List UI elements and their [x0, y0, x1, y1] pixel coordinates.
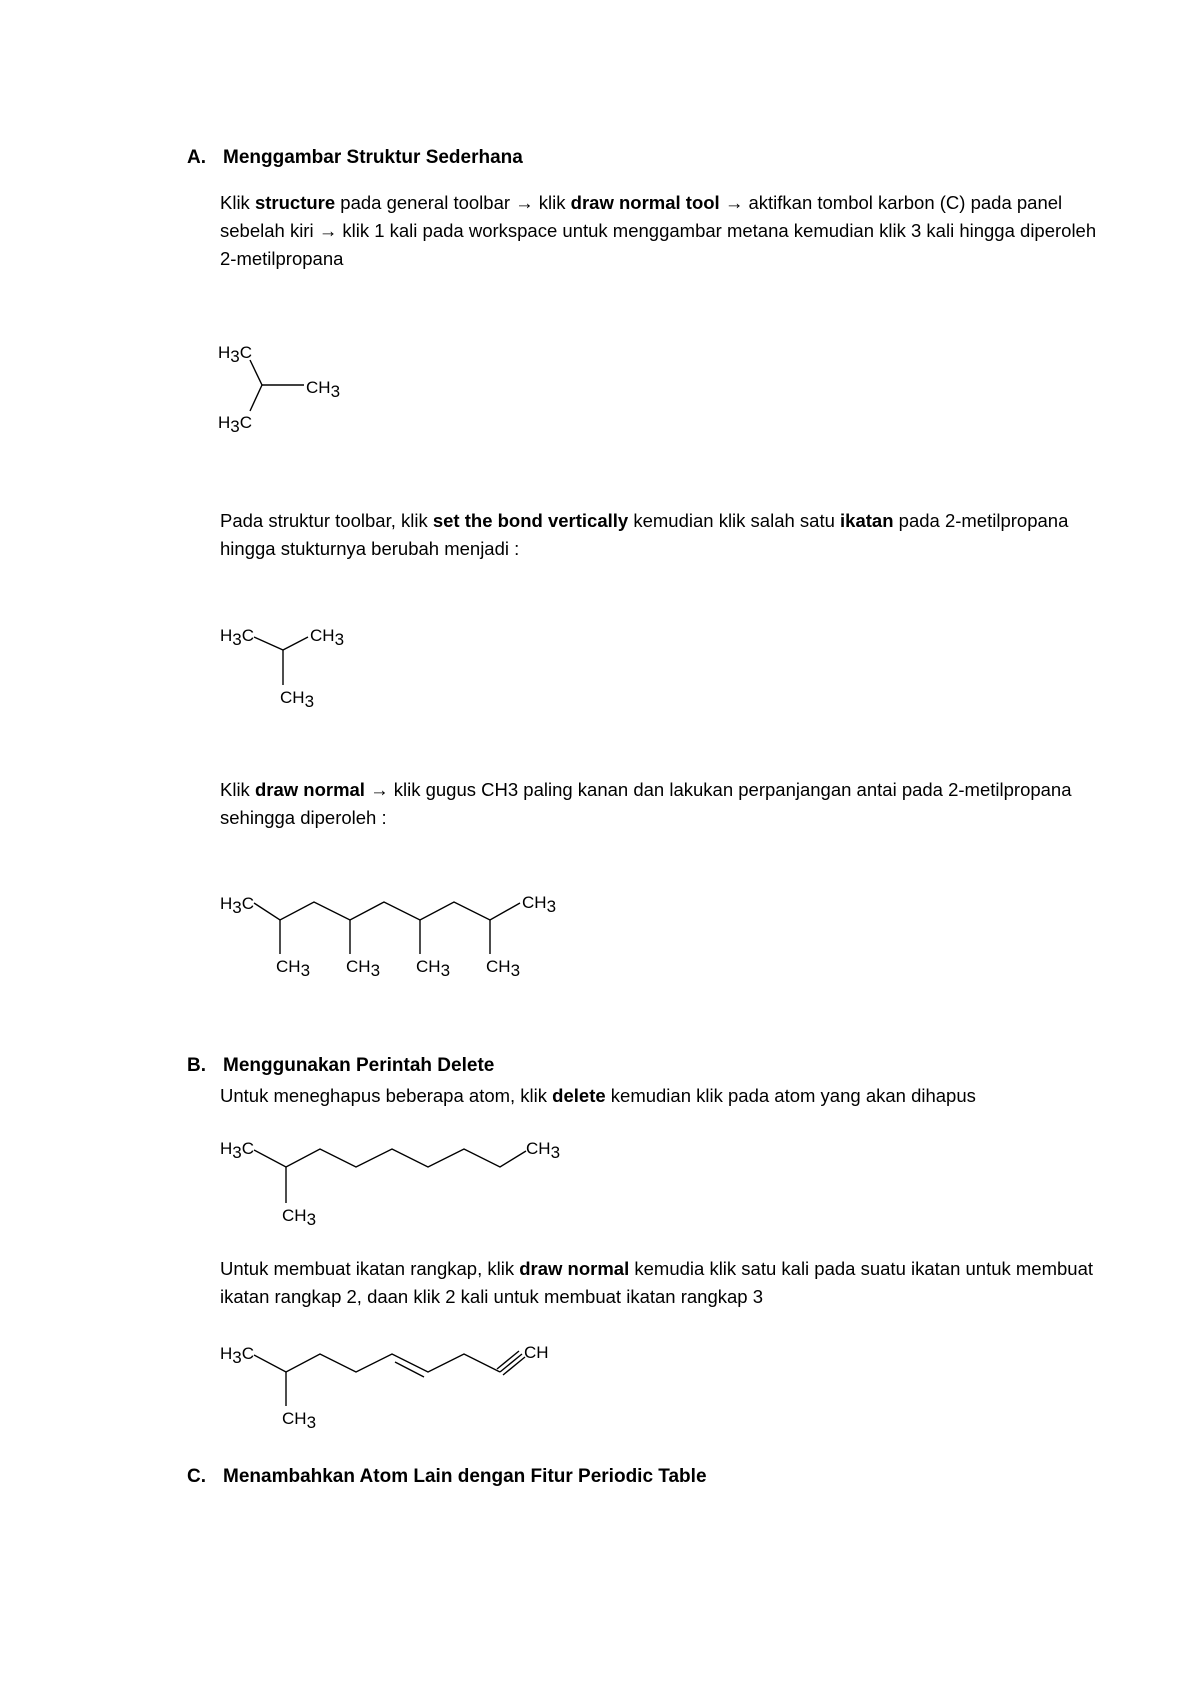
section-b-label: B.	[187, 1055, 206, 1076]
text-run: Untuk meneghapus beberapa atom, klik	[220, 1085, 553, 1106]
section-a-paragraph-1	[220, 189, 1100, 273]
molecule-extended-chain	[210, 880, 580, 990]
ch3-label: CH3	[416, 957, 451, 980]
section-b-heading	[187, 1055, 494, 1077]
molecule-deleted-atoms	[210, 1125, 580, 1235]
h3c-label: H3C	[220, 1344, 255, 1367]
h3c-label: H3C	[220, 626, 255, 649]
section-b-paragraph-1	[220, 1082, 1100, 1110]
text-run: kemudia klik satu kali pada suatu ikatan untuk membuat ikatan rangkap 2, daan klik 2 kali untuk membuat ikatan rangkap 3	[220, 1258, 1094, 1307]
text-run: → aktifkan tombol karbon (C) pada panel sebelah kiri → klik 1 kali pada workspace untuk menggambar metana kemudian klik 3 kali hingga diperoleh 2-metilpropana	[220, 192, 1097, 269]
bold-term: delete	[552, 1085, 606, 1106]
section-a-heading	[187, 147, 523, 169]
bold-term: draw normal tool	[570, 192, 720, 213]
molecule-2-methylpropane	[210, 335, 350, 445]
ch3-label: CH3	[522, 893, 557, 916]
molecule-double-triple-bond	[210, 1330, 580, 1440]
h3c-label: H3C	[218, 343, 253, 366]
ch3-label: CH3	[486, 957, 521, 980]
ch3-label: CH3	[282, 1206, 317, 1229]
section-b-paragraph-2	[220, 1255, 1100, 1311]
section-a-title: Menggambar Struktur Sederhana	[223, 147, 523, 168]
ch-label: CH	[524, 1343, 549, 1362]
text-run: Untuk membuat ikatan rangkap, klik	[220, 1258, 520, 1279]
molecule-vertical-bond	[210, 610, 370, 720]
ch3-label: CH3	[306, 378, 341, 401]
text-run: kemudian klik pada atom yang akan dihapus	[605, 1085, 976, 1106]
section-c-heading	[187, 1466, 707, 1488]
ch3-label: CH3	[276, 957, 311, 980]
ch3-label: CH3	[526, 1139, 561, 1162]
h3c-label: H3C	[220, 1139, 255, 1162]
section-a-paragraph-2	[220, 507, 1100, 563]
ch3-label: CH3	[310, 626, 345, 649]
bold-term: draw normal	[254, 779, 365, 800]
text-run: Klik	[220, 192, 255, 213]
text-run: Pada struktur toolbar, klik	[220, 510, 433, 531]
text-run: kemudian klik salah satu	[628, 510, 841, 531]
section-a-paragraph-3	[220, 776, 1100, 832]
bold-term: set the bond vertically	[432, 510, 629, 531]
h3c-label: H3C	[218, 413, 253, 436]
section-a-label: A.	[187, 147, 206, 168]
ch3-label: CH3	[282, 1409, 317, 1432]
h3c-label: H3C	[220, 894, 255, 917]
text-run: pada general toolbar → klik	[335, 192, 571, 213]
text-run: pada 2-metilpropana hingga stukturnya berubah menjadi :	[220, 510, 1069, 559]
ch3-label: CH3	[346, 957, 381, 980]
section-c-title: Menambahkan Atom Lain dengan Fitur Periodic Table	[223, 1466, 707, 1487]
text-run: → klik gugus CH3 paling kanan dan lakukan perpanjangan antai pada 2-metilpropana sehingga diperoleh :	[220, 779, 1072, 828]
bold-term: draw normal	[519, 1258, 630, 1279]
text-run: Klik	[220, 779, 255, 800]
bold-term: ikatan	[840, 510, 894, 531]
section-b-title: Menggunakan Perintah Delete	[223, 1055, 495, 1076]
ch3-label: CH3	[280, 688, 315, 711]
bold-term: structure	[254, 192, 336, 213]
section-c-label: C.	[187, 1466, 206, 1487]
